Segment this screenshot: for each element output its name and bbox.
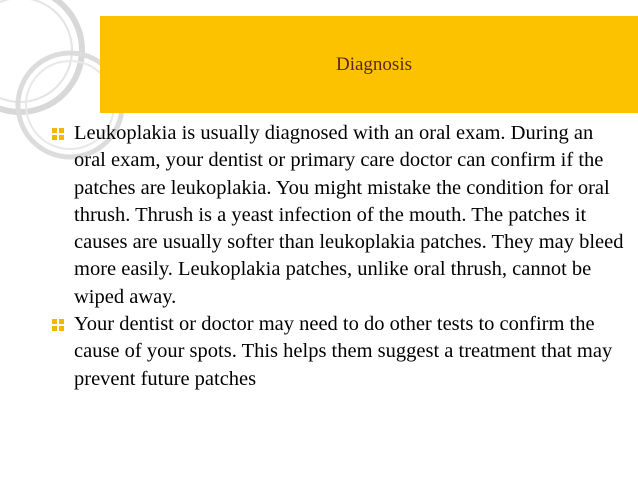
- title-band: [100, 16, 638, 113]
- bullet-text: Your dentist or doctor may need to do other tests to confirm the cause of your spots. This helps them suggest a treatment that may prevent future patches: [74, 313, 613, 390]
- bullet-marker-icon: [52, 319, 64, 331]
- bullet-text: Leukoplakia is usually diagnosed with an oral exam. During an oral exam, your dentist or primary care doctor can confirm if the patches are leukoplakia. You might mistake the condition for oral thrush. Thrush is a yeast infection of the mouth. The patches it causes are usually softer than leukoplakia patches. They may bleed more easily. Leukoplakia patches, unlike oral thrush, cannot be wiped away.: [74, 122, 624, 308]
- bullet-item: [52, 311, 624, 393]
- bullet-item: [52, 120, 624, 311]
- slide-title: Diagnosis: [336, 53, 412, 75]
- bullet-marker-icon: [52, 128, 64, 140]
- bullet-list: [52, 120, 624, 393]
